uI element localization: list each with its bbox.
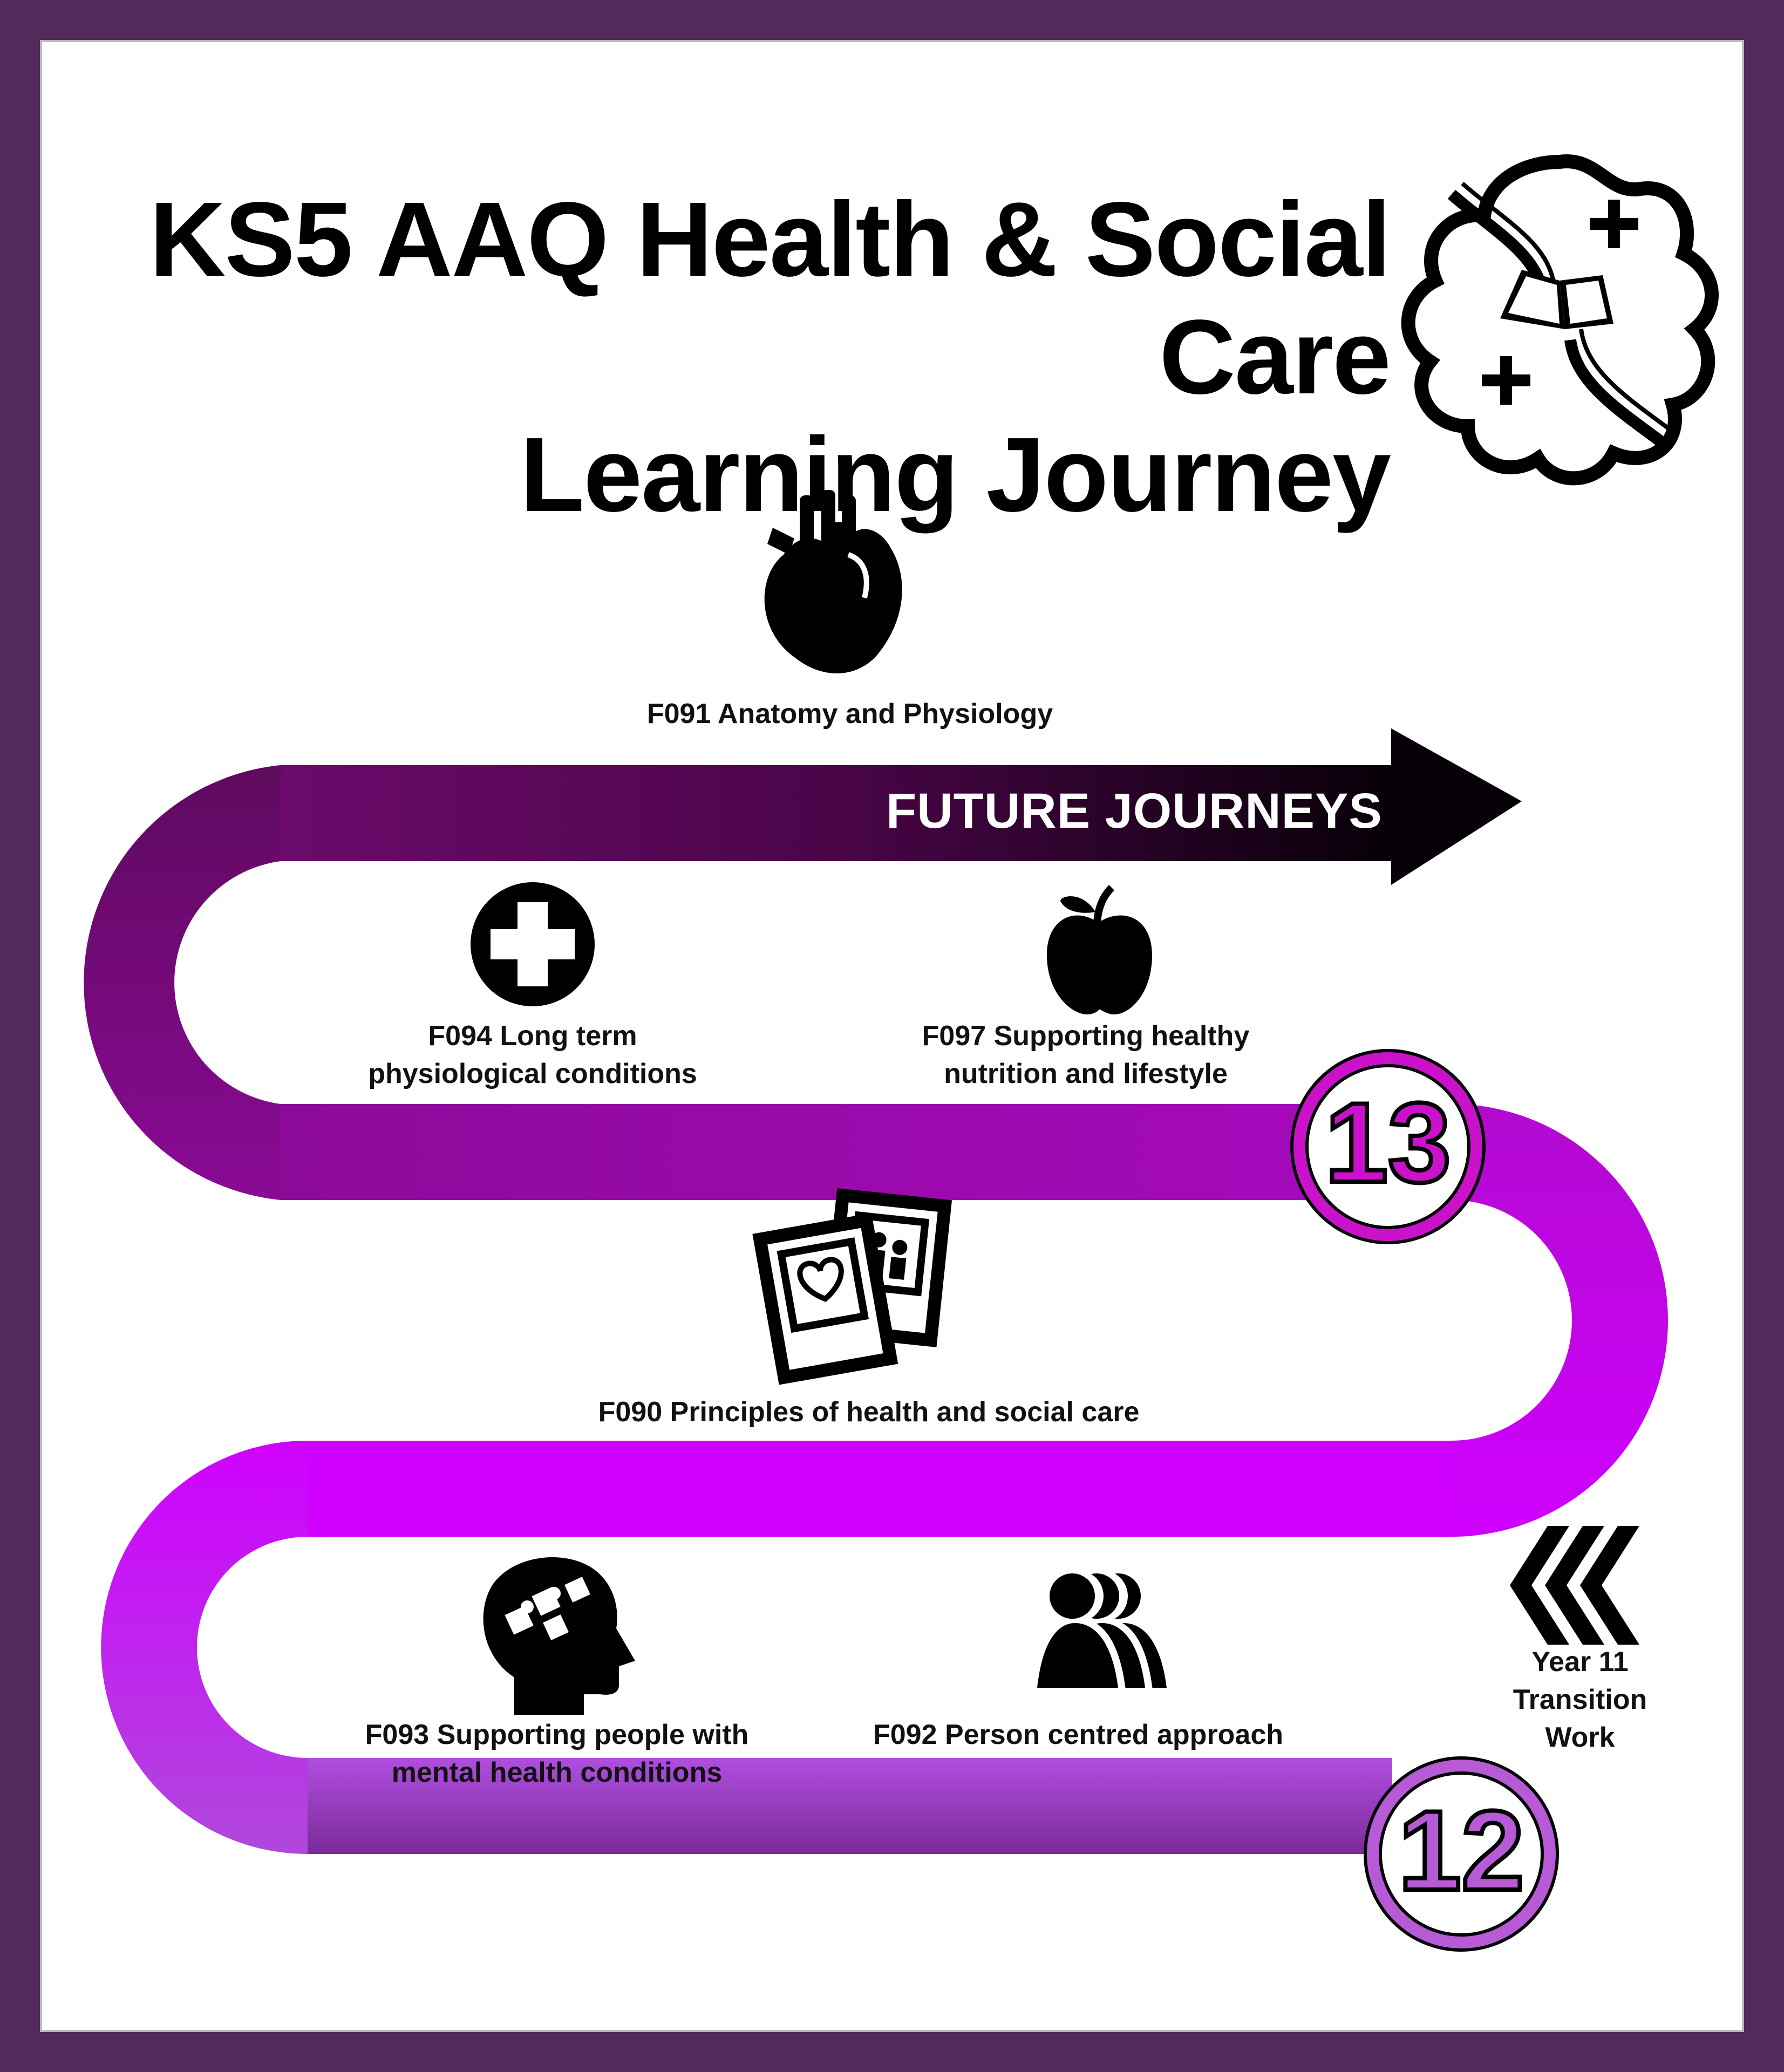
school-crest-logo	[1408, 161, 1712, 478]
year-13-badge: 13	[1325, 1079, 1451, 1206]
unit-f090-label	[598, 1393, 1140, 1431]
unit-f090-line-1: F090 Principles of health and social care	[598, 1396, 1140, 1428]
page-title-line-2: Learning Journey	[520, 415, 1390, 534]
unit-f097-line-2: nutrition and lifestyle	[944, 1058, 1228, 1089]
transition-line-1: Year 11	[1531, 1646, 1629, 1678]
unit-f091-line-1: F091 Anatomy and Physiology	[646, 698, 1053, 730]
unit-f094-label	[368, 1017, 697, 1093]
unit-f097-label	[922, 1017, 1250, 1093]
page-title	[0, 181, 1390, 534]
unit-f093-line-1: F093 Supporting people with	[365, 1719, 749, 1750]
year-11-transition-label	[1513, 1643, 1647, 1756]
unit-f093-line-2: mental health conditions	[391, 1757, 723, 1788]
photos-icon	[760, 1195, 945, 1377]
year-12-badge: 12	[1398, 1787, 1524, 1914]
page-title-line-1: KS5 AAQ Health & Social Care	[149, 180, 1390, 416]
future-journeys-label: FUTURE JOURNEYS	[886, 783, 1383, 839]
chevrons-left-icon	[1510, 1526, 1639, 1645]
unit-f093-label	[365, 1716, 749, 1791]
transition-line-3: Work	[1545, 1722, 1615, 1753]
unit-f092-line-1: F092 Person centred approach	[873, 1719, 1284, 1750]
transition-line-2: Transition	[1513, 1684, 1647, 1715]
head-puzzle-icon	[484, 1557, 635, 1715]
unit-f092-label	[873, 1716, 1283, 1754]
unit-f097-line-1: F097 Supporting healthy	[922, 1020, 1250, 1052]
medical-cross-icon	[471, 882, 595, 1006]
unit-f091-label	[647, 695, 1053, 733]
people-group-icon	[1037, 1570, 1167, 1690]
unit-f094-line-1: F094 Long term	[428, 1020, 637, 1052]
unit-f094-line-2: physiological conditions	[368, 1058, 697, 1089]
apple-icon	[1047, 888, 1152, 1014]
